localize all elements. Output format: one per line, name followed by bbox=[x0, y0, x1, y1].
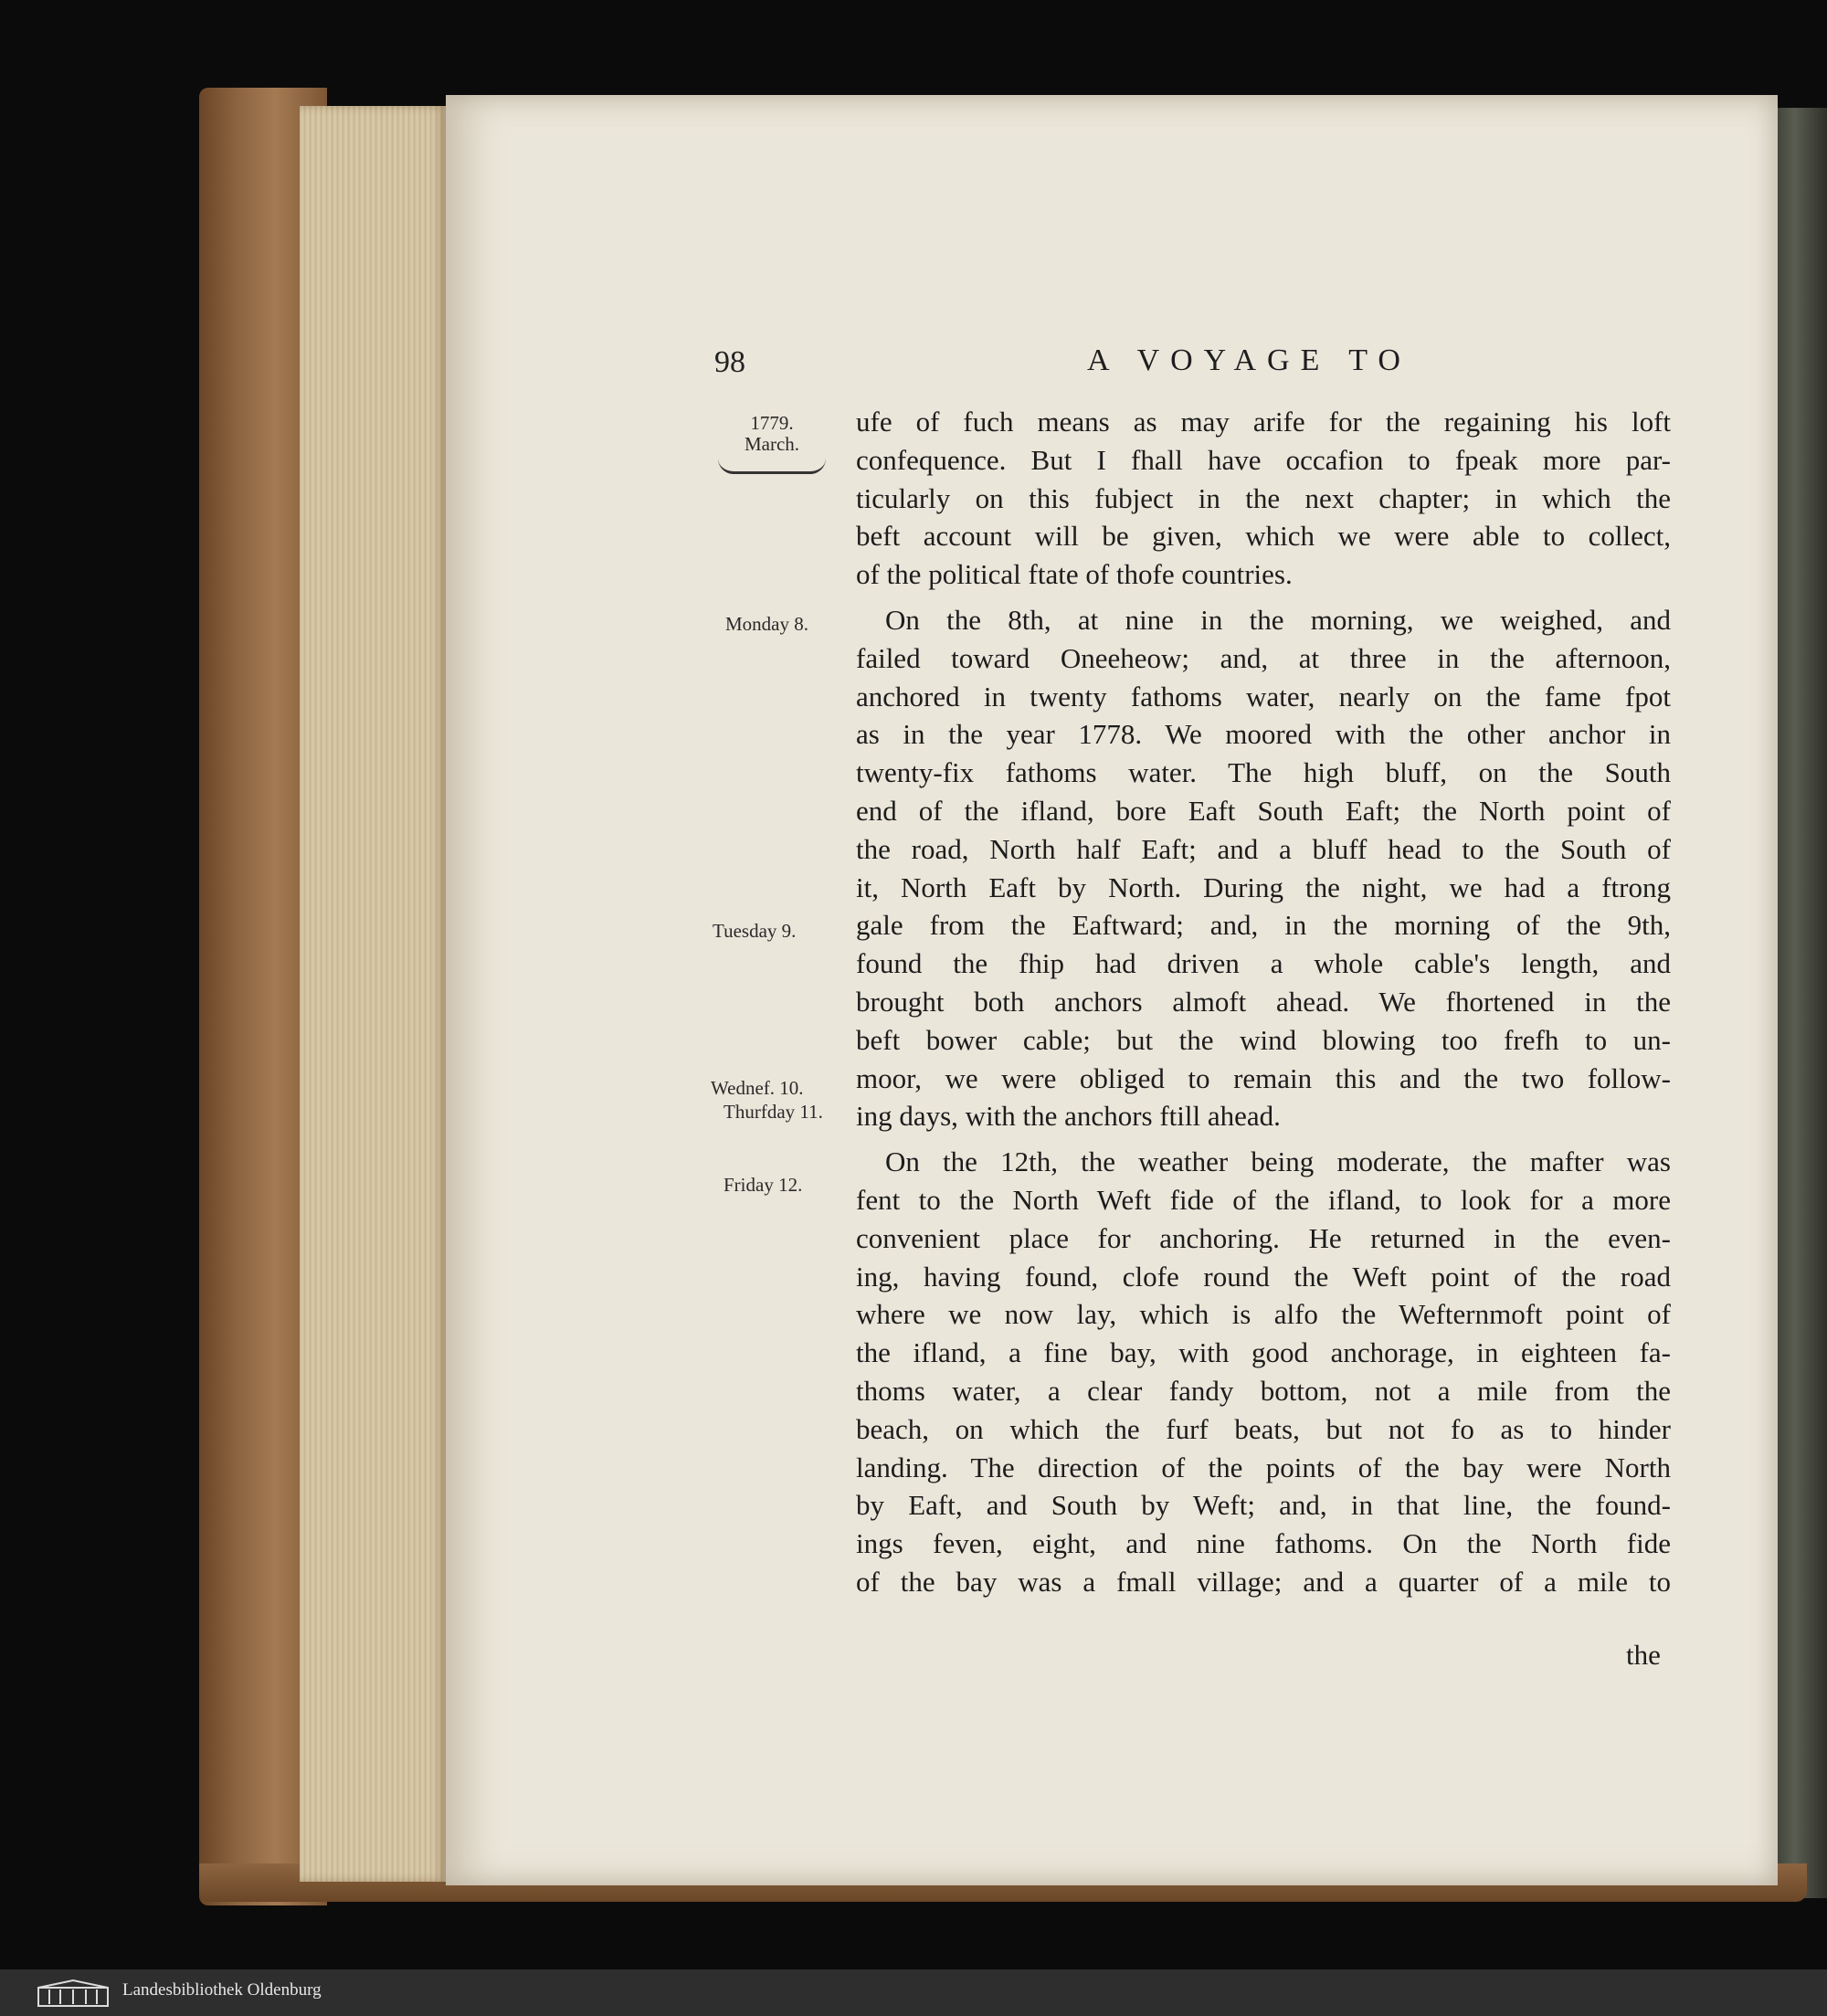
text-line: ufe of fuch means as may arife for the regaining his loft bbox=[856, 406, 1671, 438]
catchword: the bbox=[1626, 1639, 1661, 1671]
text-line: thoms water, a clear fandy bottom, not a mile from the bbox=[856, 1374, 1671, 1407]
text-line: moor, we were obliged to remain this and the two follow- bbox=[856, 1061, 1671, 1094]
margin-month: March. bbox=[744, 433, 800, 456]
text-line: it, North Eaft by North. During the night, we had a ftrong bbox=[856, 871, 1671, 903]
body-text bbox=[856, 403, 1671, 1601]
footer-bar bbox=[0, 1969, 1827, 2016]
margin-note-monday: Monday 8. bbox=[725, 613, 808, 635]
text-line: ing days, with the anchors ftill ahead. bbox=[856, 1100, 1281, 1133]
text-line: landing. The direction of the points of the bay were North bbox=[856, 1451, 1671, 1483]
running-head: A VOYAGE TO bbox=[1087, 343, 1411, 377]
text-line: where we now lay, which is alfo the Wefternmoft point of bbox=[856, 1298, 1671, 1331]
text-line: found the fhip had driven a whole cable's length, and bbox=[856, 947, 1671, 980]
text-line: confequence. But I fhall have occafion to fpeak more par- bbox=[856, 443, 1671, 476]
margin-note-wednesday: Wednef. 10. bbox=[711, 1077, 804, 1099]
text-line: convenient place for anchoring. He returned in the even- bbox=[856, 1221, 1671, 1254]
page-number: 98 bbox=[714, 345, 745, 379]
text-line: of the political ftate of thofe countries. bbox=[856, 558, 1293, 591]
margin-year: 1779. bbox=[750, 412, 794, 434]
library-building-icon bbox=[37, 1979, 110, 2008]
text-line: On the 12th, the weather being moderate, the mafter was bbox=[885, 1145, 1671, 1178]
page-edges bbox=[300, 106, 446, 1882]
margin-note-thursday: Thurfday 11. bbox=[723, 1101, 823, 1123]
text-line: of the bay was a fmall village; and a quarter of a mile to bbox=[856, 1565, 1671, 1598]
margin-note-friday: Friday 12. bbox=[723, 1174, 803, 1196]
text-line: as in the year 1778. We moored with the other anchor in bbox=[856, 718, 1671, 751]
text-line: gale from the Eaftward; and, in the morning of the 9th, bbox=[856, 909, 1671, 942]
book-cover-right bbox=[1772, 108, 1827, 1898]
text-line: failed toward Oneeheow; and, at three in the afternoon, bbox=[856, 641, 1671, 674]
text-line: by Eaft, and South by Weft; and, in that line, the found- bbox=[856, 1489, 1671, 1522]
brace-icon bbox=[718, 459, 826, 474]
text-line: twenty-fix fathoms water. The high bluff, on the South bbox=[856, 756, 1671, 789]
text-line: anchored in twenty fathoms water, nearly on the fame fpot bbox=[856, 680, 1671, 712]
text-line: ings feven, eight, and nine fathoms. On the North fide bbox=[856, 1527, 1671, 1560]
text-line: fent to the North Weft fide of the ifland, to look for a more bbox=[856, 1183, 1671, 1216]
text-line: the road, North half Eaft; and a bluff head to the South of bbox=[856, 832, 1671, 865]
margin-date-block bbox=[722, 413, 822, 474]
text-line: end of the ifland, bore Eaft South Eaft; the North point of bbox=[856, 794, 1671, 827]
text-line: beft bower cable; but the wind blowing too frefh to un- bbox=[856, 1023, 1671, 1056]
library-name[interactable]: Landesbibliothek Oldenburg bbox=[122, 1980, 322, 2000]
text-line: brought both anchors almoft ahead. We fhortened in the bbox=[856, 985, 1671, 1018]
text-line: beft account will be given, which we were able to collect, bbox=[856, 520, 1671, 553]
text-line: beach, on which the furf beats, but not fo as to hinder bbox=[856, 1412, 1671, 1445]
text-line: ticularly on this fubject in the next chapter; in which the bbox=[856, 481, 1671, 514]
margin-note-tuesday: Tuesday 9. bbox=[713, 920, 797, 942]
text-line: the ifland, a fine bay, with good anchorage, in eighteen fa- bbox=[856, 1336, 1671, 1369]
text-line: On the 8th, at nine in the morning, we weighed, and bbox=[885, 603, 1671, 636]
text-line: ing, having found, clofe round the Weft point of the road bbox=[856, 1260, 1671, 1293]
